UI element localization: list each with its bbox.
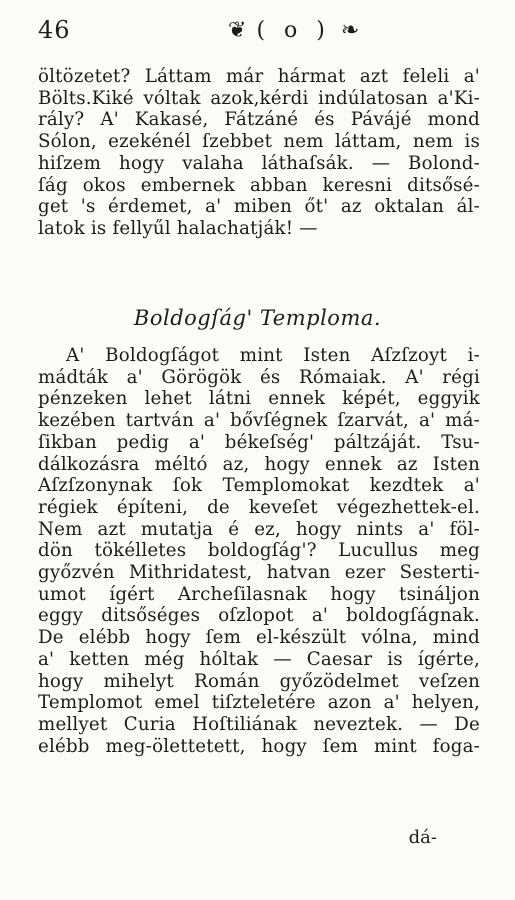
text-line: pénzeken lehet látni ennek képét, eggyik (38, 388, 480, 410)
text-line: a' ketten még hóltak — Caesar is ígérte, (38, 648, 480, 670)
text-line: rály? A' Kakasé, Fátzáné és Pávájé mond (38, 109, 480, 131)
text-line: ſikban pedig a' békeſség' páltzáját. Tsu- (38, 431, 480, 453)
text-line: Aſzſzonynak ſok Templomokat kezdtek a' (38, 475, 480, 497)
text-line: De elébb hogy ſem el-készült vólna, mind (38, 627, 480, 649)
header-ornament (228, 18, 359, 43)
text-line: eggy ditsőséges oſzlopot a' boldogſágnak. (38, 605, 480, 627)
section-heading: Boldogſág' Temploma. (133, 306, 382, 330)
text-line: kezében tartván a' bővſégnek ſzarvát, a' má- (38, 410, 480, 432)
text-line: mádták a' Görögök és Rómaiak. A' régi (38, 366, 480, 388)
text-line: umot ígért Archeſilasnak hogy tsináljon (38, 583, 480, 605)
text-line: elébb meg-ölettetett, hogy ſem mint foga- (38, 735, 480, 757)
ornament-center-text: ( o ) (256, 18, 331, 43)
text-line: öltözetet? Láttam már hármat azt feleli a' (38, 66, 480, 87)
text-line: ſág okos embernek abban keresni ditsősé- (38, 174, 480, 196)
text-line: Nem azt mutatja é ez, hogy nints a' föl- (38, 518, 480, 540)
text-line: dön tökélletes boldogſág'? Lucullus meg (38, 540, 480, 562)
text-line: győzvén Mithridatest, hatvan ezer Sesterti- (38, 562, 480, 584)
running-header (38, 14, 477, 54)
page-number: 46 (38, 16, 71, 44)
text-line: hiſzem hogy valaha láthaſsák. — Bolond- (38, 152, 480, 174)
text-line: hogy mihelyt Román győzödelmet veſzen (38, 670, 480, 692)
text-line: Templomot emel tiſzteletére azon a' helyen, (38, 692, 480, 714)
text-line: get 's érdemet, a' miben őt' az oktalan ál- (38, 196, 480, 218)
paragraph-1 (38, 66, 480, 240)
catchword: dá- (408, 827, 437, 848)
ornament-right-icon: ❧ (340, 17, 360, 43)
text-line: dálkozásra méltó az, hogy ennek az Isten (38, 453, 480, 475)
paragraph-2 (38, 345, 480, 757)
text-line: Sólon, ezekénél ſzebbet nem láttam, nem is (38, 131, 480, 153)
text-line: latok is fellyűl halachatják! — (38, 217, 318, 239)
text-line: mellyet Curia Hoſtiliának neveztek. — De (38, 713, 480, 735)
ornament-left-icon: ❦ (228, 17, 247, 43)
text-line: A' Boldogſágot mint Isten Aſzſzoyt i- (66, 345, 480, 366)
text-line: régiek építeni, de keveſet végezhettek-el. (38, 496, 480, 518)
text-line: Bölts.Kiké vóltak azok,kérdi indúlatosan a'Ki- (38, 87, 480, 109)
